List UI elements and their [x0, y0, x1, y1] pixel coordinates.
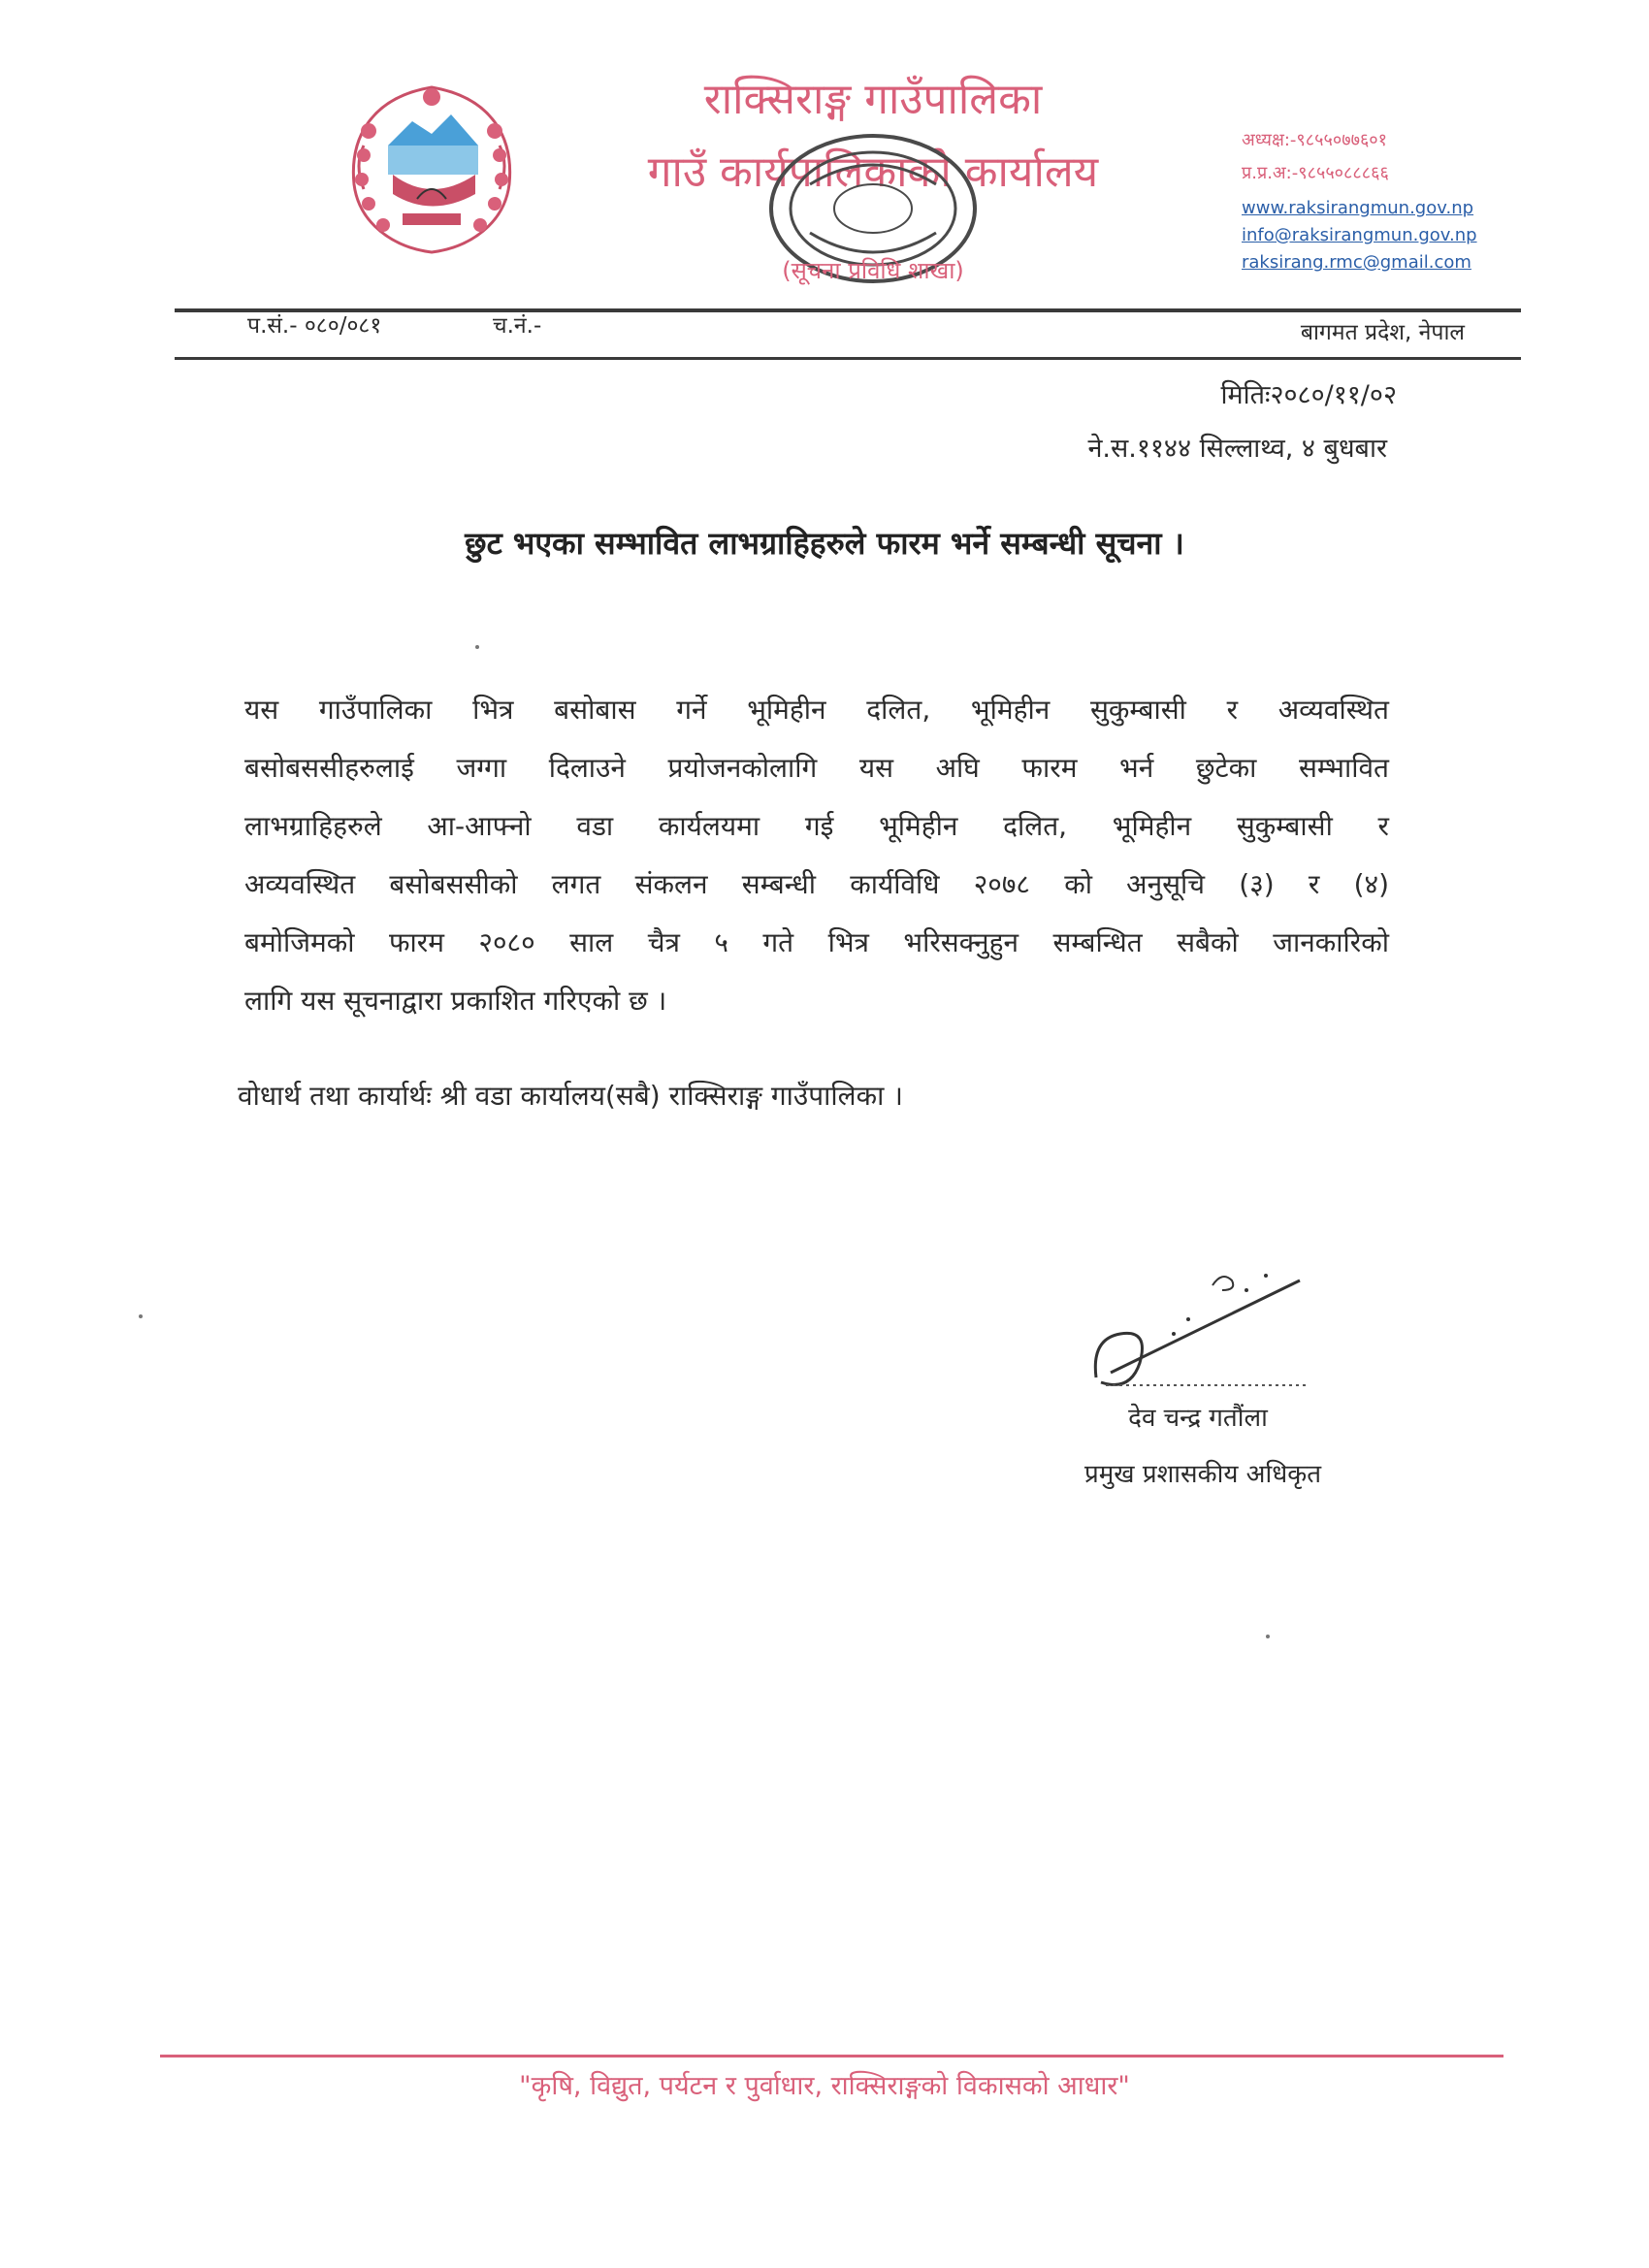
website-link[interactable]: www.raksirangmun.gov.np — [1242, 198, 1474, 218]
footer-rule — [160, 2055, 1504, 2057]
header-rule-bottom — [175, 357, 1521, 360]
org-name-line2: गाउँ कार्यपालिकाको कार्यालय — [647, 147, 1099, 197]
body-line: अव्यवस्थित बसोबससीको लगत संकलन सम्बन्धी कार्यविधि २०७८ को अनुसूचि (३) र (४) — [244, 868, 1389, 900]
notice-subject: छुट भएका सम्भावित लाभग्राहिहरुले फारम भर्ने सम्बन्धी सूचना । — [465, 525, 1184, 562]
cc-line: वोधार्थ तथा कार्यार्थः श्री वडा कार्यालय(सबै) राक्सिराङ्ग गाउँपालिका । — [238, 1080, 903, 1112]
body-line: यस गाउँपालिका भित्र बसोबास गर्ने भूमिहीन दलित, भूमिहीन सुकुम्बासी र अव्यवस्थित — [244, 694, 1389, 726]
branch-label: (सूचना प्रविधि शाखा) — [782, 257, 964, 284]
date-bs: मितिः२०८०/११/०२ — [1220, 380, 1397, 410]
nepal-emblem-icon — [335, 78, 529, 262]
dispatch-number: च.नं.- — [493, 313, 542, 339]
cao-phone: प्र.प्र.अ:-९८५५०८८८६६ — [1242, 163, 1389, 183]
signer-title: प्रमुख प्रशासकीय अधिकृत — [1083, 1460, 1322, 1489]
gmail-link[interactable]: raksirang.rmc@gmail.com — [1242, 252, 1471, 273]
info-email-link[interactable]: info@raksirangmun.gov.np — [1242, 225, 1477, 245]
date-nepal-sambat: ने.स.११४४ सिल्लाथ्व, ४ बुधबार — [1087, 434, 1387, 464]
signer-name: देव चन्द्र गतौंला — [1128, 1404, 1268, 1433]
scan-speck — [1266, 1635, 1270, 1638]
org-name-line1: राक्सिराङ्ग गाउँपालिका — [703, 75, 1043, 124]
body-line: बसोबससीहरुलाई जग्गा दिलाउने प्रयोजनकोलागि यस अघि फारम भर्न छुटेका सम्भावित — [244, 752, 1389, 784]
scan-speck — [475, 645, 479, 649]
province-label: बागमत प्रदेश, नेपाल — [1300, 320, 1465, 345]
body-line: लाभग्राहिहरुले आ-आफ्नो वडा कार्यलयमा गई भूमिहीन दलित, भूमिहीन सुकुम्बासी र — [244, 810, 1389, 842]
body-line: बमोजिमको फारम २०८० साल चैत्र ५ गते भित्र भरिसक्नुहुन सम्बन्धित सबैको जानकारिको — [244, 926, 1389, 958]
signature-icon — [1067, 1261, 1319, 1416]
footer-slogan: "कृषि, विद्युत, पर्यटन र पुर्वाधार, राक्सिराङ्गको विकासको आधार" — [519, 2071, 1130, 2101]
reference-number: प.सं.- ०८०/०८१ — [247, 313, 382, 339]
scan-speck — [139, 1314, 143, 1318]
chair-phone: अध्यक्ष:-९८५५०७७६०१ — [1242, 130, 1388, 150]
body-line: लागि यस सूचनाद्वारा प्रकाशित गरिएको छ । — [244, 985, 667, 1017]
